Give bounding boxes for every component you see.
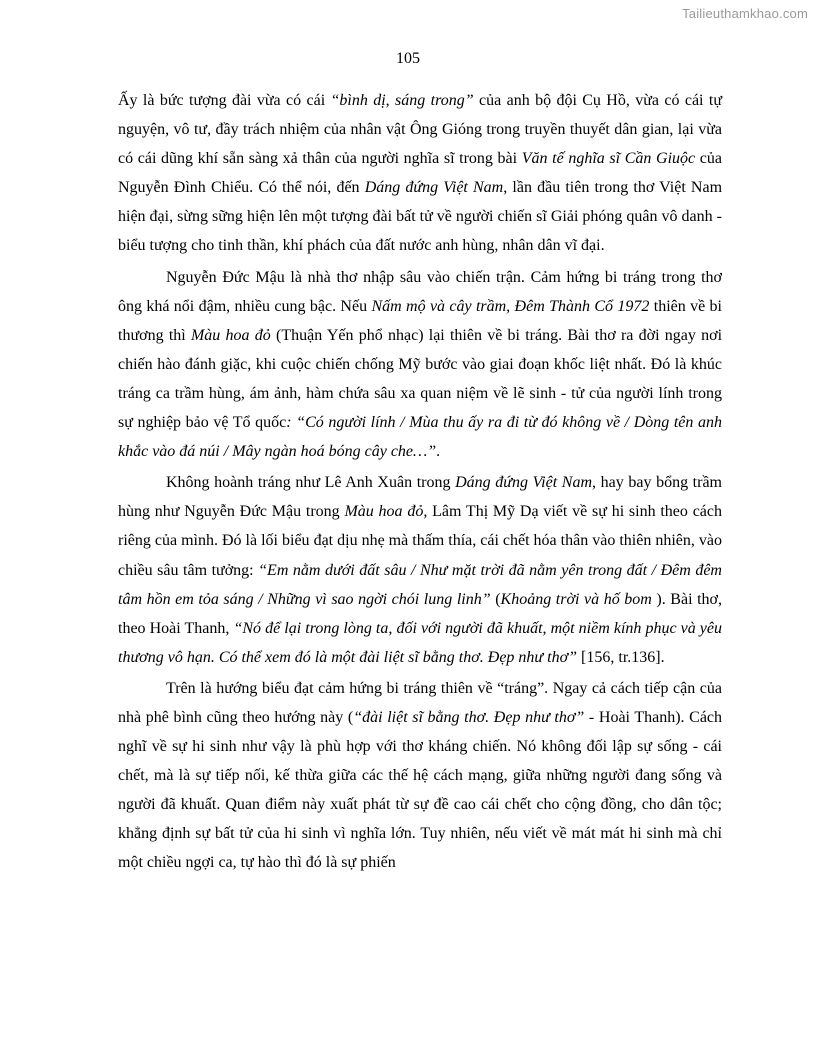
italic-run: Dáng đứng Việt Nam <box>455 474 593 492</box>
paragraph <box>118 86 722 261</box>
italic-run: : “Có người lính / Mùa thu ấy ra đi từ đó không về / Dòng tên anh khắc vào đá núi / Mây ngàn hoá bóng cây che…” <box>118 414 723 461</box>
text-run: - Hoài Thanh). Cách nghĩ về sự hi sinh như vậy là phù hợp với thơ kháng chiến. Nó không đối lập sự sống - cái chết, mà là sự tiếp nối, kế thừa giữa các thế hệ cách mạng, giữa những người đang sống và người đã khuất. Quan điểm này xuất phát từ sự đề cao cái chết cho cộng đồng, cho dân tộc; khẳng định sự bất tử của hi sinh vì nghĩa lớn. Tuy nhiên, nếu viết về mát mát hi sinh mà chỉ một chiều ngợi ca, tự hào thì đó là sự phiến <box>118 708 723 872</box>
text-run: , Lâm Thị Mỹ Dạ viết về sự hi sinh theo cách riêng của mình. Đó là lối biểu đạt dịu nhẹ mà thấm thía, cái chết hóa thân vào thiên nhiên, vào chiều sâu tâm tưởng: <box>118 503 722 579</box>
text-run: (Thuận Yến phổ nhạc) lại thiên về bi tráng. Bài thơ ra đời ngay nơi chiến hào đánh giặc, khi cuộc chiến chống Mỹ bước vào giai đoạn khốc liệt nhất. Đó là khúc tráng ca trầm hùng, ám ảnh, hàm chứa sâu xa quan niệm về lẽ sinh - tử của người lính trong sự nghiệp bảo vệ Tổ quốc <box>118 326 723 432</box>
paragraph <box>118 468 722 672</box>
text-run: Ấy là bức tượng đài vừa có cái <box>118 92 331 109</box>
italic-run: “Nó để lại trong lòng ta, đối với người đã khuất, một niềm kính phục và yêu thương vô hạn. Có thể xem đó là một đài liệt sĩ bằng thơ. Đẹp như thơ” <box>118 619 723 666</box>
text-run: thiên về bi thương thì <box>118 297 722 344</box>
text-run: Không hoành tráng như Lê Anh Xuân trong <box>166 474 456 492</box>
italic-run: “đài liệt sĩ bằng thơ. Đẹp như thơ” <box>353 708 585 726</box>
italic-run: Nấm mộ và cây trầm, Đêm Thành Cổ 1972 <box>371 297 650 315</box>
watermark: Tailieuthamkhao.com <box>682 6 808 21</box>
italic-run: “bình dị, sáng trong” <box>330 92 474 109</box>
text-run: ( <box>490 590 501 608</box>
text-run: của Nguyễn Đình Chiểu. Có thể nói, đến <box>118 150 722 197</box>
text-run: , lần đầu tiên trong thơ Việt Nam hiện đại, sừng sững hiện lên một tượng đài bất tử về người chiến sĩ Giải phóng quân vô danh - biểu tượng cho tinh thần, khí phách của đất nước anh hùng, nhân dân vĩ đại. <box>118 179 723 255</box>
italic-run: Dáng đứng Việt Nam <box>364 179 504 197</box>
page-number: 105 <box>396 50 420 67</box>
italic-run: Màu hoa đỏ <box>344 503 424 521</box>
text-run: Nguyễn Đức Mậu là nhà thơ nhập sâu vào chiến trận. Cảm hứng bi tráng trong thơ ông khá nổi đậm, nhiều cung bậc. Nếu <box>118 268 722 315</box>
text-run: ). Bài thơ, theo Hoài Thanh, <box>118 590 723 637</box>
text-run: Trên là hướng biểu đạt cảm hứng bi tráng thiên về “tráng”. Ngay cả cách tiếp cận của nhà phê bình cũng theo hướng này ( <box>118 679 722 726</box>
text-run: , hay bay bổng trầm hùng như Nguyễn Đức Mậu trong <box>118 474 723 521</box>
paragraph <box>118 674 722 878</box>
body-text <box>118 86 722 878</box>
paragraph <box>118 263 722 467</box>
italic-run: “Em nằm dưới đất sâu / Như mặt trời đã nằm yên trong đất / Đêm đêm tâm hồn em tỏa sáng / Những vì sao ngời chói lung linh” <box>118 561 722 608</box>
italic-run: Màu hoa đỏ <box>190 326 271 344</box>
text-run: . <box>436 443 441 461</box>
text-run: của anh bộ đội Cụ Hồ, vừa có cái tự nguyện, vô tư, đầy trách nhiệm của nhân vật Ông Gióng trong truyền thuyết dân gian, lại vừa có cái dũng khí sẵn sàng xả thân của người nghĩa sĩ trong bài <box>118 92 722 168</box>
italic-run: Văn tế nghĩa sĩ Cần Giuộc <box>521 150 696 168</box>
italic-run: Khoảng trời và hố bom <box>500 590 652 608</box>
text-run: [156, tr.136]. <box>577 648 665 666</box>
